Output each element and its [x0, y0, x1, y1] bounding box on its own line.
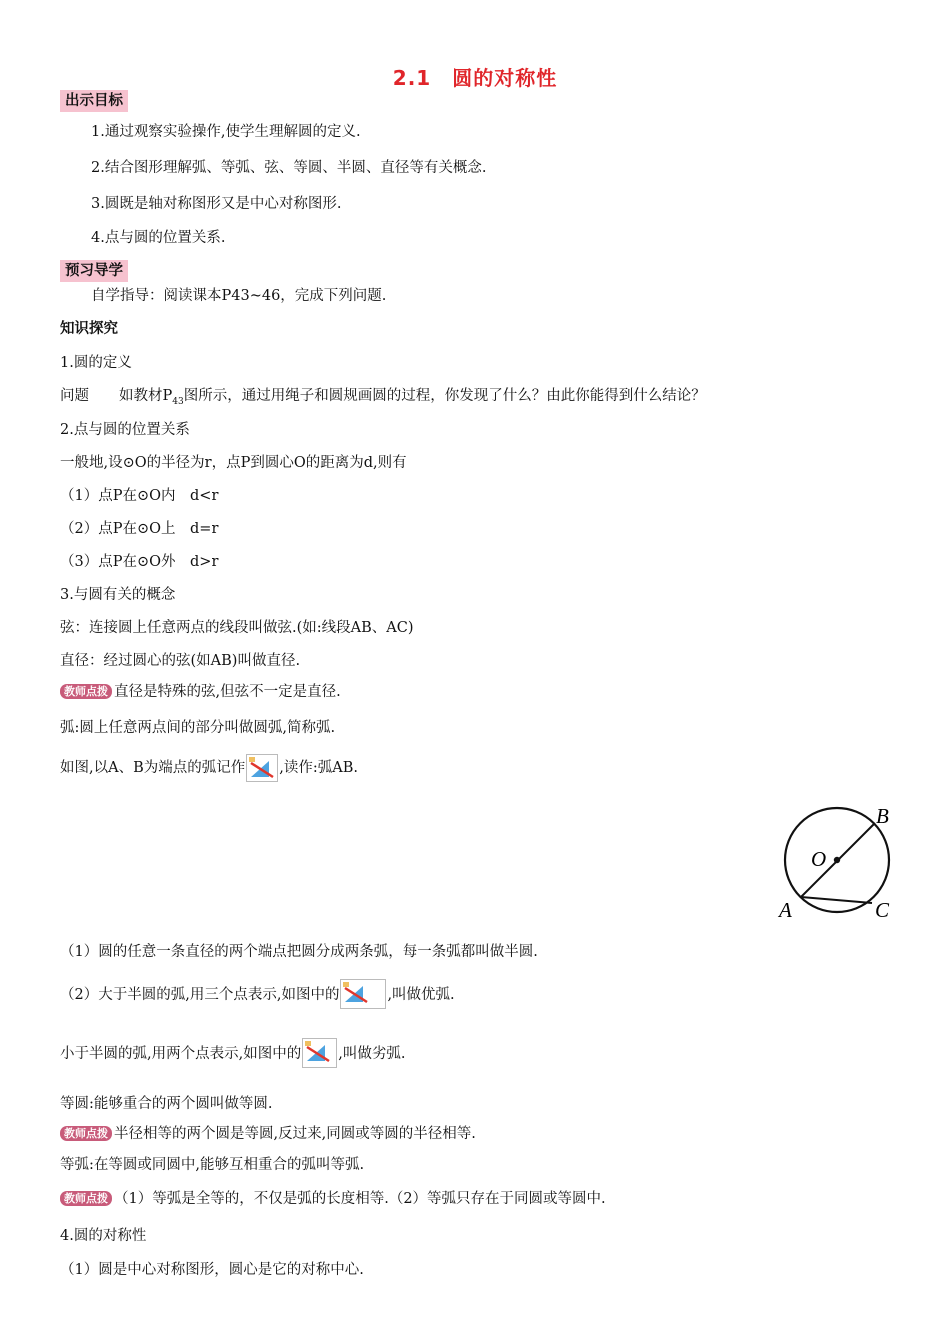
question-label: 问题 [60, 388, 89, 404]
preview-guide: 自学指导：阅读课本P43~46，完成下列问题. [91, 288, 387, 304]
equal-arc-definition: 等弧:在等圆或同圆中,能够互相重合的弧叫等弧. [60, 1157, 365, 1173]
question-text-pre: 如教材P [119, 388, 173, 404]
minor-arc-pre: 小于半圆的弧,用两个点表示,如图中的 [60, 1046, 302, 1062]
teacher-tip-3-text: （1）等弧是全等的，不仅是弧的长度相等.（2）等弧只存在于同圆或等圆中. [114, 1191, 606, 1207]
knowledge-heading: 知识探究 [60, 321, 118, 337]
major-arc-pre: （2）大于半圆的弧,用三个点表示,如图中的 [60, 987, 340, 1003]
broken-image-icon [340, 979, 386, 1009]
chord-definition: 弦：连接圆上任意两点的线段叫做弦.(如:线段AB、AC) [60, 620, 414, 636]
major-arc-post: ,叫做优弧. [387, 987, 455, 1003]
arc-notation-line [60, 754, 358, 782]
teacher-tip-3 [60, 1189, 606, 1209]
section-2-intro: 一般地,设⊙O的半径为r，点P到圆心O的距离为d,则有 [60, 455, 407, 471]
preview-tag: 预习导学 [60, 260, 128, 282]
minor-arc-line [60, 1038, 405, 1068]
goal-item-3: 3.圆既是轴对称图形又是中心对称图形. [91, 196, 342, 212]
semicircle-definition: （1）圆的任意一条直径的两个端点把圆分成两条弧，每一条弧都叫做半圆. [60, 944, 538, 960]
major-arc-line [60, 979, 455, 1009]
arc-definition: 弧:圆上任意两点间的部分叫做圆弧,简称弧. [60, 720, 336, 736]
goal-item-4: 4.点与圆的位置关系. [91, 230, 226, 246]
section-4-title: 4.圆的对称性 [60, 1228, 147, 1244]
teacher-tip-badge: 教师点拨 [60, 1126, 112, 1141]
equal-circle-definition: 等圆:能够重合的两个圆叫做等圆. [60, 1096, 273, 1112]
arc-notation-pre: 如图,以A、B为端点的弧记作 [60, 760, 246, 776]
teacher-tip-2 [60, 1124, 476, 1144]
arc-notation-post: ,读作:弧AB. [279, 760, 358, 776]
center-point [834, 857, 840, 863]
minor-arc-post: ,叫做劣弧. [338, 1046, 406, 1062]
chord-ac [801, 897, 872, 903]
goal-item-1: 1.通过观察实验操作,使学生理解圆的定义. [91, 124, 361, 140]
section-3-title: 3.与圆有关的概念 [60, 587, 176, 603]
teacher-tip-badge: 教师点拨 [60, 1191, 112, 1206]
broken-image-icon [246, 754, 278, 782]
label-o: O [811, 847, 827, 871]
teacher-tip-2-text: 半径相等的两个圆是等圆,反过来,同圆或等圆的半径相等. [114, 1126, 476, 1142]
section-2-title: 2.点与圆的位置关系 [60, 422, 190, 438]
question-text-post: 图所示，通过用绳子和圆规画圆的过程，你发现了什么？由此你能得到什么结论？ [183, 388, 706, 404]
label-b: B [876, 804, 889, 828]
goals-tag: 出示目标 [60, 90, 128, 112]
question-page-sub: 43 [172, 396, 184, 407]
position-item-1: （1）点P在⊙O内 d<r [60, 488, 219, 504]
label-c: C [875, 898, 890, 922]
teacher-tip-1-text: 直径是特殊的弦,但弦不一定是直径. [114, 684, 341, 700]
position-item-3: （3）点P在⊙O外 d>r [60, 554, 219, 570]
teacher-tip-1 [60, 682, 341, 702]
diameter-definition: 直径：经过圆心的弦(如AB)叫做直径. [60, 653, 301, 669]
label-a: A [779, 898, 792, 922]
question-line [60, 386, 706, 412]
teacher-tip-badge: 教师点拨 [60, 684, 112, 699]
section-1-title: 1.圆的定义 [60, 355, 132, 371]
circle-figure [775, 800, 905, 925]
broken-image-icon [302, 1038, 337, 1068]
goal-item-2: 2.结合图形理解弧、等弧、弦、等圆、半圆、直径等有关概念. [91, 160, 487, 176]
position-item-2: （2）点P在⊙O上 d=r [60, 521, 219, 537]
page-title: 2.1 圆的对称性 [392, 66, 558, 90]
symmetry-item-1: （1）圆是中心对称图形，圆心是它的对称中心. [60, 1262, 364, 1278]
